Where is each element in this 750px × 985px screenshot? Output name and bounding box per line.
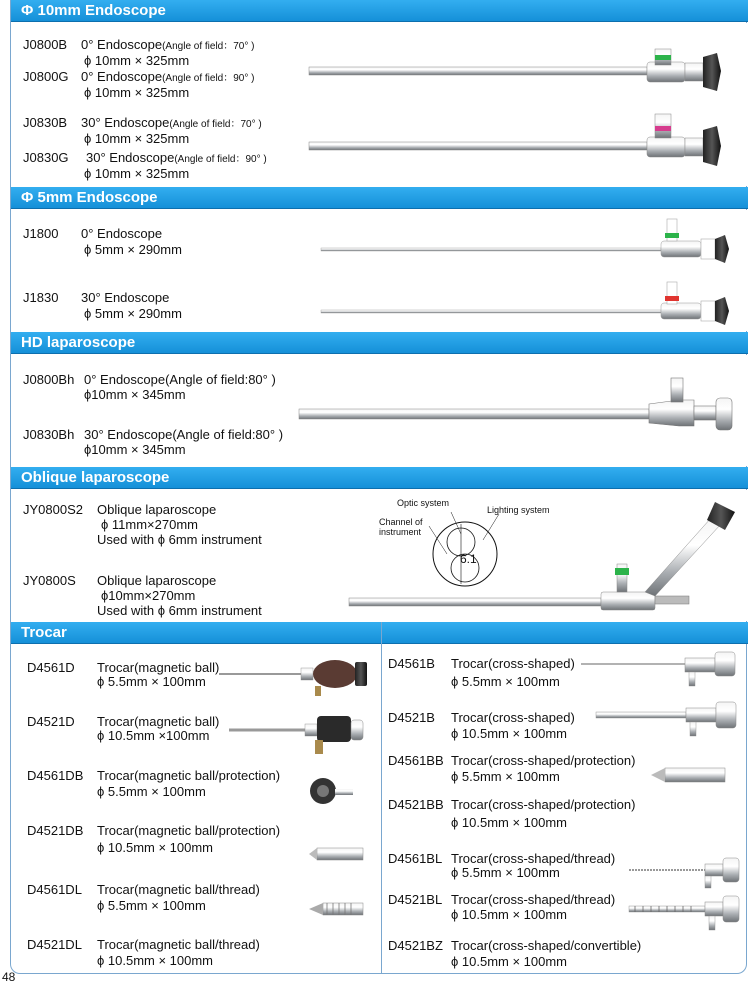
- product-name: Oblique laparoscope: [97, 502, 217, 517]
- page-number: 48: [2, 970, 16, 984]
- product-size: ϕ10mm×270mm: [101, 588, 196, 603]
- product-name: Trocar(cross-shaped): [451, 656, 575, 671]
- section-header-oblique: [11, 467, 748, 489]
- trocar-cross-thread-10mm-image: [629, 894, 743, 934]
- product-code: J1800: [23, 226, 59, 241]
- product-code: D4561DB: [27, 768, 84, 783]
- product-size: ϕ 10mm × 325mm: [84, 166, 190, 181]
- product-code: D4561BL: [388, 851, 443, 866]
- product-code: D4521DB: [27, 823, 84, 838]
- section-title: Trocar: [21, 624, 67, 641]
- product-size: ϕ 5mm × 290mm: [84, 306, 182, 321]
- endoscope-5mm-image: [321, 215, 741, 265]
- product-code: D4561B: [388, 656, 435, 671]
- product-size: ϕ 5.5mm × 100mm: [97, 784, 206, 799]
- diagram-label-optic: Optic system: [397, 498, 450, 508]
- product-name: Trocar(cross-shaped): [451, 710, 575, 725]
- section-header-10mm: [11, 0, 748, 22]
- diagram-label-channel: Channel of instrument: [379, 517, 423, 537]
- product-name: Trocar(cross-shaped/thread): [451, 851, 616, 866]
- section-header-trocar-right: [382, 622, 748, 644]
- product-name: 0° Endoscope(Angle of field:80° ): [84, 372, 276, 387]
- oblique-laparoscope-image: [349, 500, 741, 618]
- product-code: D4521BB: [388, 797, 444, 812]
- product-code: J0830Bh: [23, 427, 75, 442]
- section-5mm-endoscope: [11, 210, 748, 331]
- product-code: J0800G: [23, 69, 69, 84]
- product-note: Used with ϕ 6mm instrument: [97, 532, 262, 547]
- trocar-magnetic-10mm-image: [229, 700, 374, 758]
- endoscope-5mm-30deg-image: [321, 280, 741, 330]
- product-name: Trocar(magnetic ball): [97, 714, 220, 729]
- product-size: ϕ 5mm × 290mm: [84, 242, 182, 257]
- product-size: ϕ 5.5mm × 100mm: [451, 865, 560, 880]
- section-header-trocar: [11, 622, 381, 644]
- product-code: J0830G: [23, 150, 69, 165]
- hd-laparoscope-image: [299, 370, 739, 440]
- endoscope-10mm-30deg-image: [309, 108, 739, 170]
- product-size: ϕ 10mm × 325mm: [84, 85, 190, 100]
- section-title: Φ 5mm Endoscope: [21, 189, 158, 206]
- product-name: Trocar(magnetic ball/protection): [97, 823, 281, 838]
- product-size: ϕ 10.5mm × 100mm: [451, 815, 568, 830]
- column-divider: [381, 622, 382, 974]
- trocar-protection-10mm-image: [309, 843, 365, 865]
- product-name: Trocar(cross-shaped/thread): [451, 892, 616, 907]
- product-name: 30° Endoscope(Angle of field:80° ): [84, 427, 284, 442]
- product-code: D4521D: [27, 714, 75, 729]
- section-header-5mm: [11, 187, 748, 209]
- trocar-protection-5mm-image: [307, 775, 357, 809]
- product-name: Trocar(cross-shaped/convertible): [451, 938, 642, 953]
- section-hd-laparoscope: [11, 355, 748, 466]
- product-size: ϕ 5.5mm × 100mm: [97, 898, 206, 913]
- product-name: Trocar(cross-shaped/protection): [451, 797, 636, 812]
- section-title: Oblique laparoscope: [21, 469, 170, 486]
- product-name: 0° Endoscope: [81, 226, 163, 241]
- trocar-magnetic-5mm-image: [219, 650, 369, 698]
- diagram-value: 6.1: [460, 552, 477, 566]
- trocar-cross-5mm-image: [581, 648, 743, 690]
- product-name: 0° Endoscope(Angle of field：90° ): [81, 69, 255, 84]
- product-name: Trocar(magnetic ball/thread): [97, 882, 260, 897]
- product-code: D4561D: [27, 660, 75, 675]
- product-code: D4521BL: [388, 892, 443, 907]
- product-code: J0800Bh: [23, 372, 75, 387]
- section-oblique-laparoscope: [11, 490, 748, 621]
- product-code: J1830: [23, 290, 59, 305]
- product-name: 30° Endoscope(Angle of field：70° ): [81, 115, 262, 130]
- product-size: ϕ 10.5mm × 100mm: [97, 840, 214, 855]
- product-size: ϕ 10.5mm ×100mm: [97, 728, 210, 743]
- product-name: 30° Endoscope: [81, 290, 170, 305]
- product-code: D4521DL: [27, 937, 82, 952]
- product-size: ϕ 10mm × 325mm: [84, 53, 190, 68]
- product-name: 0° Endoscope(Angle of field：70° ): [81, 37, 255, 52]
- product-size: ϕ 10mm × 325mm: [84, 131, 190, 146]
- product-size: ϕ 10.5mm × 100mm: [451, 954, 568, 969]
- section-header-hd: [11, 332, 748, 354]
- trocar-cross-thread-5mm-image: [629, 856, 743, 892]
- section-title: Φ 10mm Endoscope: [21, 2, 166, 19]
- product-name: Trocar(magnetic ball/thread): [97, 937, 260, 952]
- product-code: J0800B: [23, 37, 68, 52]
- product-code: J0830B: [23, 115, 68, 130]
- product-size: ϕ10mm × 345mm: [84, 442, 186, 457]
- product-name: Trocar(cross-shaped/protection): [451, 753, 636, 768]
- product-name: Trocar(magnetic ball): [97, 660, 220, 675]
- product-code: D4521BZ: [388, 938, 443, 953]
- endoscope-10mm-image: [309, 43, 739, 105]
- product-size: ϕ10mm × 345mm: [84, 387, 186, 402]
- trocar-thread-5mm-image: [309, 898, 365, 920]
- product-code: D4561DL: [27, 882, 82, 897]
- product-code: D4561BB: [388, 753, 444, 768]
- product-name: 30° Endoscope(Angle of field：90° ): [86, 150, 267, 165]
- product-code: D4521B: [388, 710, 435, 725]
- section-title: HD laparoscope: [21, 334, 136, 351]
- product-size: ϕ 10.5mm × 100mm: [97, 953, 214, 968]
- product-size: ϕ 10.5mm × 100mm: [451, 907, 568, 922]
- product-size: ϕ 5.5mm × 100mm: [451, 769, 560, 784]
- product-size: ϕ 5.5mm × 100mm: [97, 674, 206, 689]
- product-code: JY0800S: [23, 573, 76, 588]
- product-size: ϕ 11mm×270mm: [101, 517, 198, 532]
- section-10mm-endoscope: [11, 23, 748, 186]
- trocar-cross-protection-image: [651, 764, 727, 786]
- trocar-cross-10mm-image: [596, 700, 743, 742]
- product-name: Oblique laparoscope: [97, 573, 217, 588]
- diagram-label-lighting: Lighting system: [487, 505, 550, 515]
- product-size: ϕ 10.5mm × 100mm: [451, 726, 568, 741]
- product-name: Trocar(magnetic ball/protection): [97, 768, 281, 783]
- product-size: ϕ 5.5mm × 100mm: [451, 674, 560, 689]
- product-code: JY0800S2: [23, 502, 83, 517]
- catalog-page: [10, 0, 747, 974]
- product-note: Used with ϕ 6mm instrument: [97, 603, 262, 618]
